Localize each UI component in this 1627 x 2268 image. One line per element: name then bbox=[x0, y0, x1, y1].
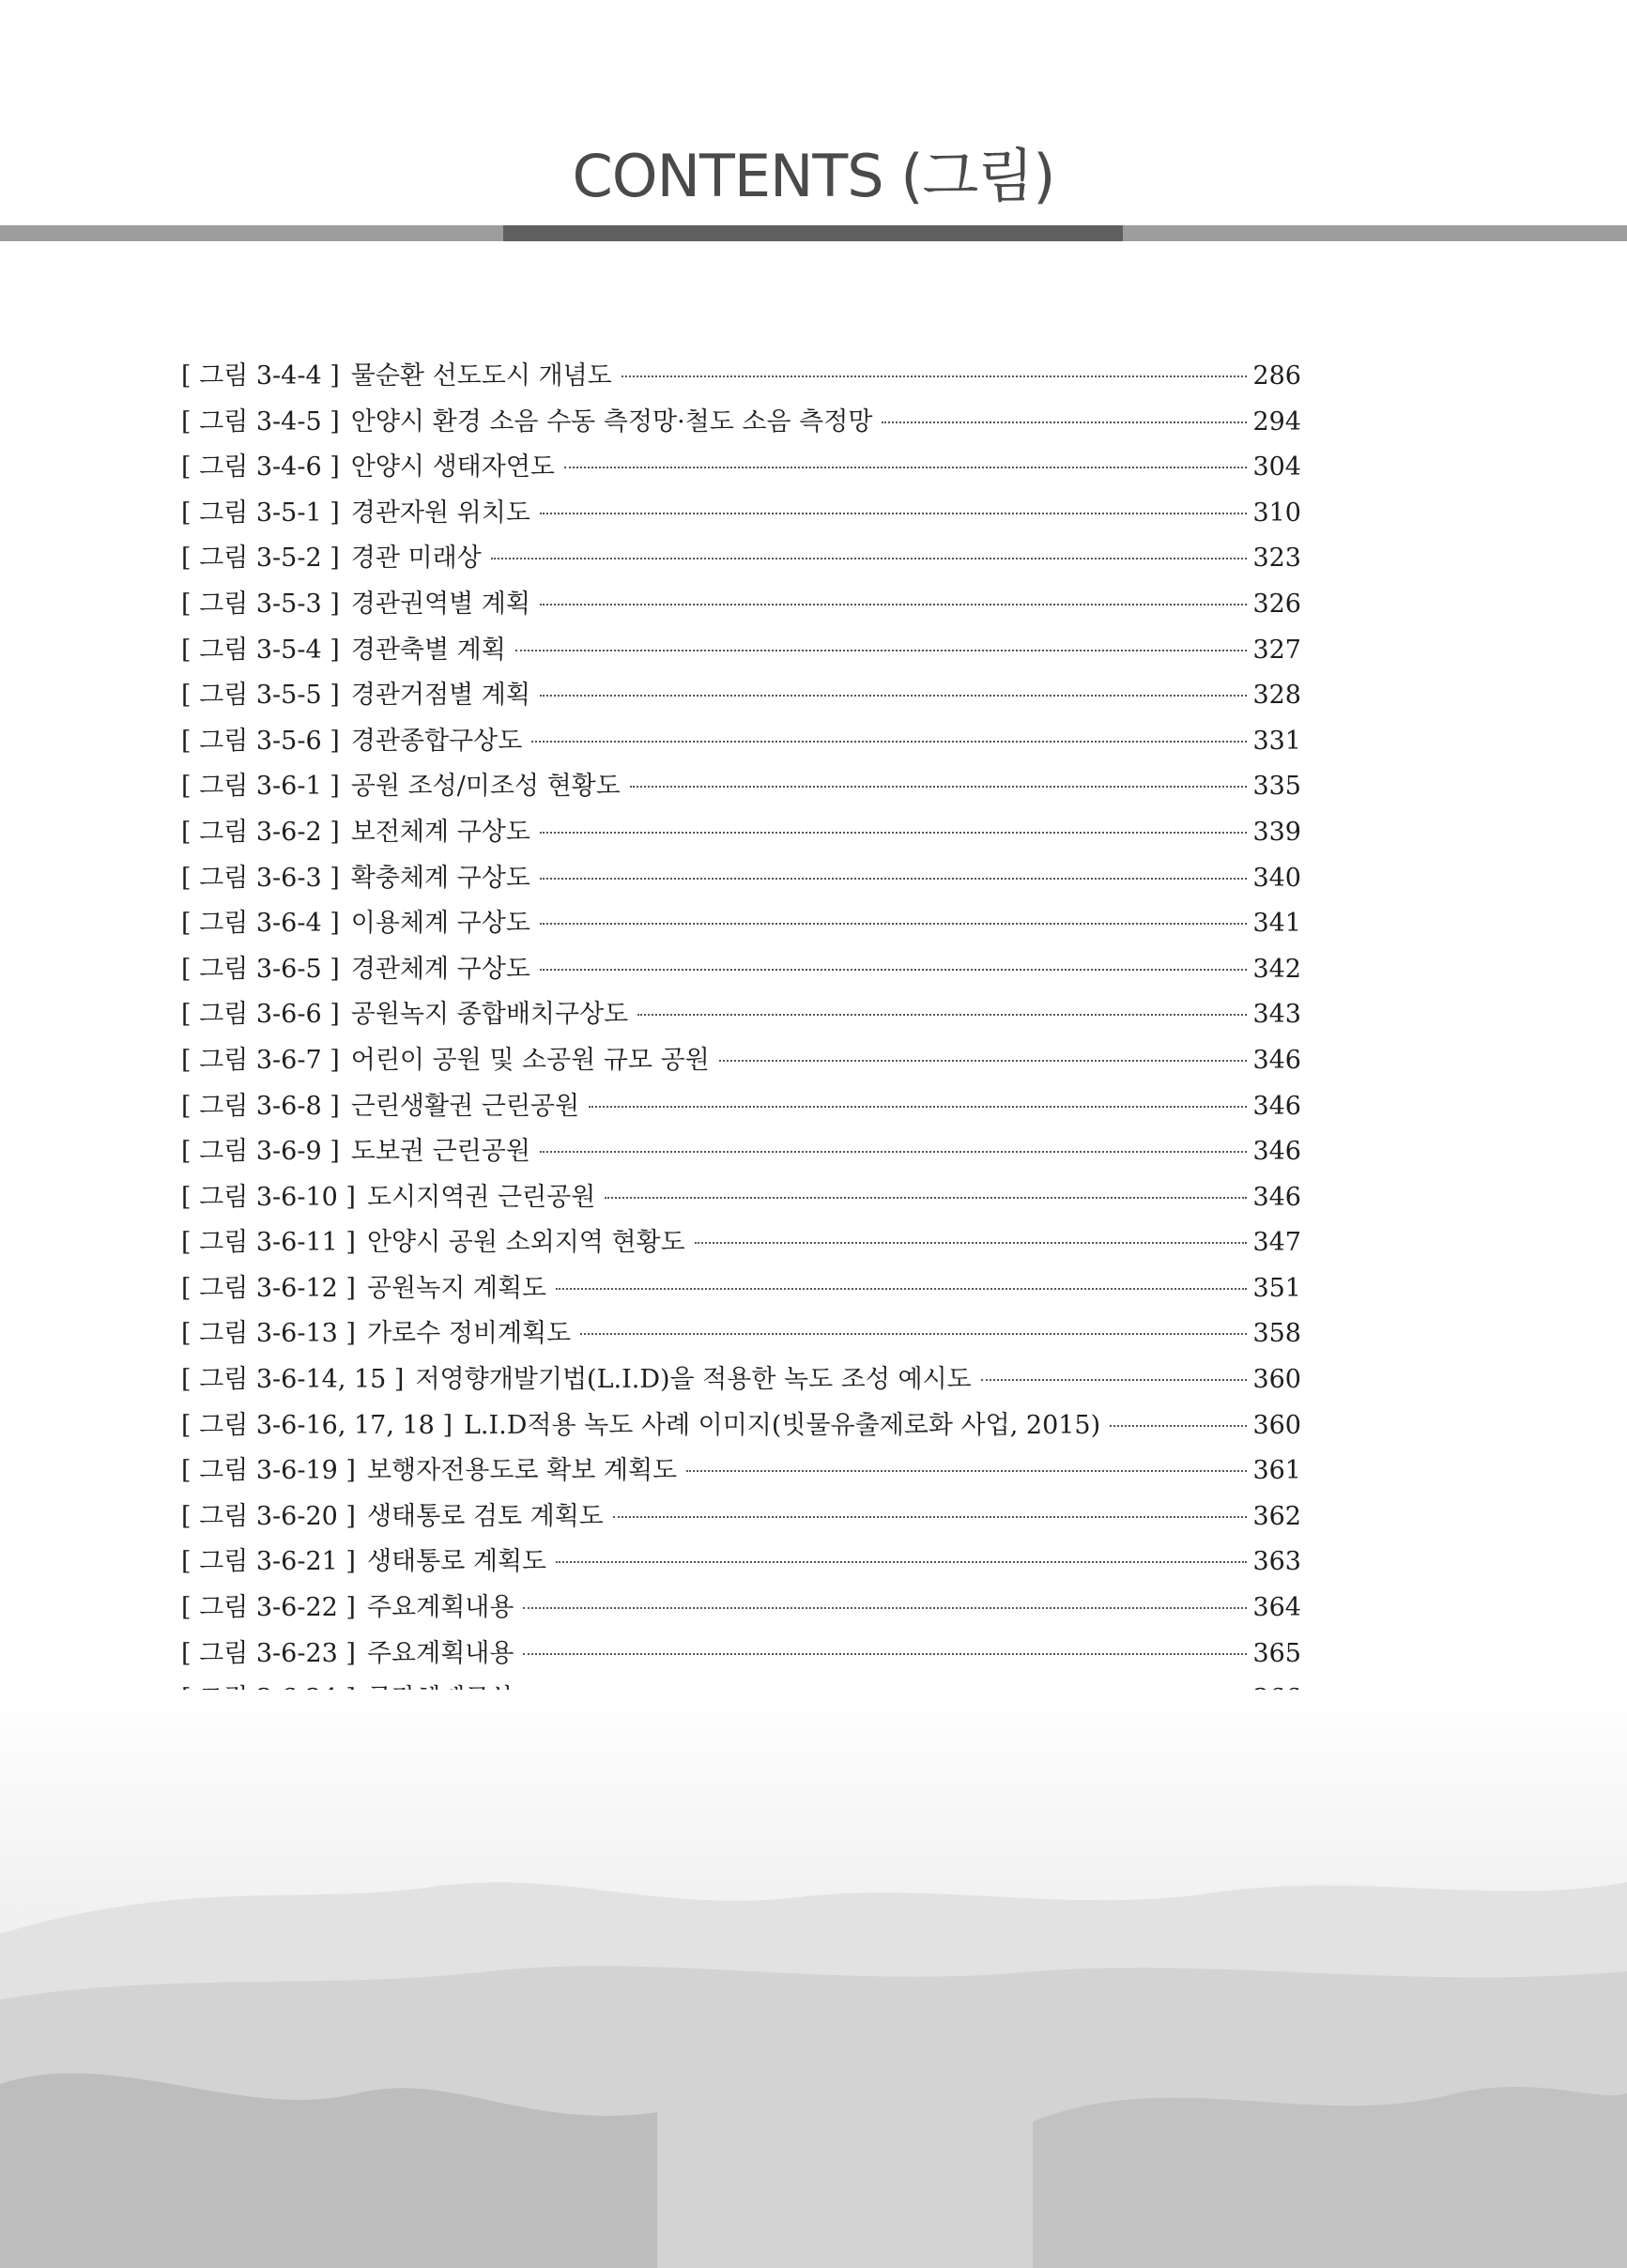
figure-title: 생태통로 계획도 bbox=[366, 1547, 547, 1577]
dot-leader bbox=[540, 832, 1248, 834]
figure-number: [ 그림 3-5-5 ] bbox=[181, 681, 340, 711]
figure-title: 경관축별 계획 bbox=[350, 635, 506, 665]
dot-leader bbox=[695, 1242, 1248, 1244]
dot-leader bbox=[1110, 1425, 1247, 1427]
figure-number: [ 그림 3-6-2 ] bbox=[181, 817, 340, 847]
figure-title: 경관거점별 계획 bbox=[350, 681, 530, 711]
page-number: 363 bbox=[1252, 1547, 1301, 1577]
figure-title: 경관자원 위치도 bbox=[350, 498, 530, 528]
figure-title: 주요계획내용 bbox=[366, 1638, 514, 1668]
figure-number: [ 그림 3-4-5 ] bbox=[181, 406, 340, 437]
toc-entry bbox=[181, 1221, 1301, 1267]
page-number: 310 bbox=[1252, 498, 1301, 528]
toc-entry bbox=[181, 902, 1301, 948]
page-number: 328 bbox=[1252, 681, 1301, 711]
dot-leader bbox=[515, 650, 1248, 651]
figure-title: 공원 조성/미조성 현황도 bbox=[350, 772, 621, 802]
dot-leader bbox=[540, 604, 1248, 605]
figure-title: 주요계획내용 bbox=[366, 1593, 514, 1623]
page-number: 286 bbox=[1252, 361, 1301, 391]
page-number: 346 bbox=[1252, 1045, 1301, 1075]
figure-title: 경관 미래상 bbox=[350, 544, 482, 574]
dot-leader bbox=[540, 878, 1248, 880]
toc-entry bbox=[181, 492, 1301, 538]
dot-leader bbox=[719, 1060, 1248, 1062]
page-number: 362 bbox=[1252, 1501, 1301, 1531]
figure-title: 이용체계 구상도 bbox=[350, 909, 530, 939]
toc-entry bbox=[181, 993, 1301, 1039]
figure-number: [ 그림 3-6-3 ] bbox=[181, 863, 340, 893]
page-number: 364 bbox=[1252, 1593, 1301, 1623]
figure-number: [ 그림 3-6-21 ] bbox=[181, 1547, 356, 1577]
figure-number: [ 그림 3-6-20 ] bbox=[181, 1501, 356, 1531]
toc-entry bbox=[181, 1586, 1301, 1632]
page-number: 351 bbox=[1252, 1273, 1301, 1303]
dot-leader bbox=[637, 1014, 1247, 1016]
background-city-photo bbox=[0, 1690, 1627, 2268]
toc-entry bbox=[181, 1540, 1301, 1586]
figure-title: 생태통로 검토 계획도 bbox=[366, 1501, 604, 1531]
dot-leader bbox=[491, 558, 1248, 559]
figure-title: 보행자전용도로 확보 계획도 bbox=[366, 1456, 678, 1486]
dot-leader bbox=[523, 1607, 1247, 1609]
figure-title: 저영향개발기법(L.I.D)을 적용한 녹도 조성 예시도 bbox=[415, 1365, 972, 1395]
figure-title: 근린생활권 근린공원 bbox=[350, 1091, 580, 1121]
dot-leader bbox=[622, 375, 1248, 377]
figure-number: [ 그림 3-5-3 ] bbox=[181, 589, 340, 619]
dot-leader bbox=[531, 741, 1247, 743]
figure-number: [ 그림 3-6-7 ] bbox=[181, 1045, 340, 1075]
figure-title: 안양시 공원 소외지역 현황도 bbox=[366, 1228, 685, 1258]
toc-entry bbox=[181, 1312, 1301, 1358]
toc-entry bbox=[181, 446, 1301, 492]
figure-title: 가로수 정비계획도 bbox=[366, 1319, 572, 1349]
figure-number: [ 그림 3-6-16, 17, 18 ] bbox=[181, 1410, 453, 1440]
page-number: 361 bbox=[1252, 1456, 1301, 1486]
figure-number: [ 그림 3-4-4 ] bbox=[181, 361, 340, 391]
page-number: 347 bbox=[1252, 1228, 1301, 1258]
figure-title: 공원녹지 계획도 bbox=[366, 1273, 547, 1303]
toc-entry bbox=[181, 765, 1301, 811]
figure-number: [ 그림 3-6-1 ] bbox=[181, 772, 340, 802]
figure-title: 어린이 공원 및 소공원 규모 공원 bbox=[350, 1045, 710, 1075]
figure-number: [ 그림 3-6-12 ] bbox=[181, 1273, 356, 1303]
figure-number: [ 그림 3-6-14, 15 ] bbox=[181, 1365, 405, 1395]
page-number: 346 bbox=[1252, 1137, 1301, 1167]
toc-entry bbox=[181, 1495, 1301, 1541]
figure-number: [ 그림 3-6-4 ] bbox=[181, 909, 340, 939]
page-number: 326 bbox=[1252, 589, 1301, 619]
toc-entry bbox=[181, 674, 1301, 720]
toc-entry bbox=[181, 1632, 1301, 1678]
figure-title: 경관체계 구상도 bbox=[350, 954, 530, 984]
figure-title: 공원녹지 종합배치구상도 bbox=[350, 1000, 629, 1030]
toc-entry bbox=[181, 811, 1301, 857]
toc-entry bbox=[181, 1449, 1301, 1495]
figure-number: [ 그림 3-5-4 ] bbox=[181, 635, 340, 665]
page-number: 304 bbox=[1252, 452, 1301, 483]
page-number: 346 bbox=[1252, 1091, 1301, 1121]
figure-number: [ 그림 3-6-19 ] bbox=[181, 1456, 356, 1486]
dot-leader bbox=[613, 1516, 1248, 1518]
figure-number: [ 그림 3-6-8 ] bbox=[181, 1091, 340, 1121]
toc-entry bbox=[181, 1176, 1301, 1222]
figure-title: 안양시 환경 소음 수동 측정망·철도 소음 측정망 bbox=[350, 406, 873, 437]
toc-entry bbox=[181, 401, 1301, 447]
page-title: CONTENTS (그림) bbox=[572, 142, 1055, 210]
page-number: 360 bbox=[1252, 1410, 1301, 1440]
page-number: 339 bbox=[1252, 817, 1301, 847]
figure-number: [ 그림 3-6-9 ] bbox=[181, 1137, 340, 1167]
header-rule-left bbox=[0, 225, 503, 241]
toc-entry bbox=[181, 1267, 1301, 1313]
dot-leader bbox=[540, 923, 1248, 925]
figure-title: 보전체계 구상도 bbox=[350, 817, 530, 847]
dot-leader bbox=[630, 786, 1248, 788]
figure-title: 도시지역권 근린공원 bbox=[366, 1182, 596, 1212]
toc-entry bbox=[181, 1358, 1301, 1404]
page-number: 327 bbox=[1252, 635, 1301, 665]
dot-leader bbox=[589, 1106, 1247, 1108]
toc-entry bbox=[181, 583, 1301, 629]
page-number: 294 bbox=[1252, 406, 1301, 437]
toc-entry bbox=[181, 1404, 1301, 1450]
toc-entry bbox=[181, 1039, 1301, 1085]
figure-number: [ 그림 3-5-6 ] bbox=[181, 726, 340, 756]
figure-title: 물순환 선도도시 개념도 bbox=[350, 361, 612, 391]
page-number: 360 bbox=[1252, 1365, 1301, 1395]
page-number: 365 bbox=[1252, 1638, 1301, 1668]
toc-entry bbox=[181, 948, 1301, 994]
figure-number: [ 그림 3-6-10 ] bbox=[181, 1182, 356, 1212]
dot-leader bbox=[981, 1379, 1248, 1381]
toc-entry bbox=[181, 857, 1301, 903]
dot-leader bbox=[523, 1653, 1247, 1655]
figure-number: [ 그림 3-6-13 ] bbox=[181, 1319, 356, 1349]
figure-title: 경관종합구상도 bbox=[350, 726, 523, 756]
figure-number: [ 그림 3-5-1 ] bbox=[181, 498, 340, 528]
dot-leader bbox=[540, 513, 1248, 514]
page-number: 346 bbox=[1252, 1182, 1301, 1212]
figure-number: [ 그림 3-6-6 ] bbox=[181, 1000, 340, 1030]
toc-entry bbox=[181, 355, 1301, 401]
figure-number: [ 그림 3-5-2 ] bbox=[181, 544, 340, 574]
figure-number: [ 그림 3-6-22 ] bbox=[181, 1593, 356, 1623]
dot-leader bbox=[556, 1288, 1247, 1290]
figure-title: 안양시 생태자연도 bbox=[350, 452, 556, 483]
toc-entry bbox=[181, 629, 1301, 675]
figure-title: L.I.D적용 녹도 사례 이미지(빗물유출제로화 사업, 2015) bbox=[463, 1410, 1101, 1440]
dot-leader bbox=[564, 467, 1247, 468]
page-number: 358 bbox=[1252, 1319, 1301, 1349]
page-number: 323 bbox=[1252, 544, 1301, 574]
dot-leader bbox=[882, 421, 1247, 423]
dot-leader bbox=[605, 1197, 1247, 1199]
header-rule-right bbox=[1123, 225, 1627, 241]
dot-leader bbox=[580, 1333, 1247, 1335]
dot-leader bbox=[540, 695, 1248, 697]
toc-entry bbox=[181, 537, 1301, 583]
page-number: 343 bbox=[1252, 1000, 1301, 1030]
figure-title: 도보권 근린공원 bbox=[350, 1137, 530, 1167]
figure-title: 경관권역별 계획 bbox=[350, 589, 530, 619]
page-number: 340 bbox=[1252, 863, 1301, 893]
figure-title: 확충체계 구상도 bbox=[350, 863, 530, 893]
toc-entry bbox=[181, 1130, 1301, 1176]
dot-leader bbox=[686, 1470, 1247, 1472]
page-number: 341 bbox=[1252, 909, 1301, 939]
dot-leader bbox=[540, 1151, 1248, 1153]
header-rule-center bbox=[503, 225, 1123, 241]
figure-number: [ 그림 3-6-11 ] bbox=[181, 1228, 356, 1258]
page-number: 331 bbox=[1252, 726, 1301, 756]
figure-number: [ 그림 3-6-5 ] bbox=[181, 954, 340, 984]
page-number: 342 bbox=[1252, 954, 1301, 984]
figure-number: [ 그림 3-4-6 ] bbox=[181, 452, 340, 483]
dot-leader bbox=[556, 1561, 1247, 1563]
toc-entry bbox=[181, 720, 1301, 766]
dot-leader bbox=[540, 969, 1248, 971]
toc-entry bbox=[181, 1085, 1301, 1131]
figure-number: [ 그림 3-6-23 ] bbox=[181, 1638, 356, 1668]
page-number: 335 bbox=[1252, 772, 1301, 802]
